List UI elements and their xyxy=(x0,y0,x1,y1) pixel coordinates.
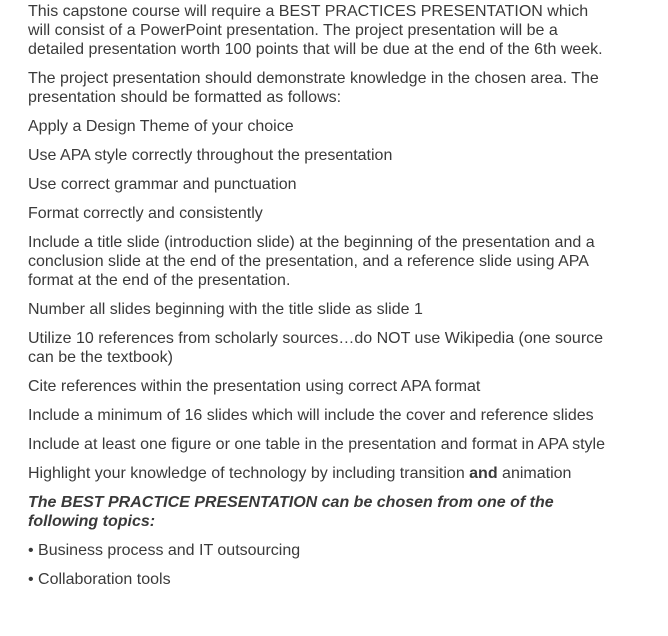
topics-heading: The BEST PRACTICE PRESENTATION can be chosen from one of the following topics: xyxy=(28,494,554,530)
requirement-format: Format correctly and consistently xyxy=(28,205,263,222)
requirement-citations: Cite references within the presentation using correct APA format xyxy=(28,378,481,395)
technology-text-bold: and xyxy=(469,465,498,482)
topic-item: • Business process and IT outsourcing xyxy=(28,542,301,559)
technology-text-before: Highlight your knowledge of technology by including transition xyxy=(28,465,470,482)
requirement-grammar: Use correct grammar and punctuation xyxy=(28,176,297,193)
intro-paragraph-2: The project presentation should demonstrate knowledge in the chosen area. The presentation should be formatted as follows: xyxy=(28,70,599,106)
document-body xyxy=(28,2,608,599)
intro-paragraph-1: This capstone course will require a BEST PRACTICES PRESENTATION which will consist of a PowerPoint presentation. The project presentation will be a detailed presentation worth 100 points that will be due at the end of the 6th week. xyxy=(28,3,603,58)
requirement-references: Utilize 10 references from scholarly sources…do NOT use Wikipedia (one source can be the textbook) xyxy=(28,330,604,366)
topic-item: • Collaboration tools xyxy=(28,571,171,588)
requirement-apa-style: Use APA style correctly throughout the presentation xyxy=(28,147,393,164)
requirement-slide-numbering: Number all slides beginning with the title slide as slide 1 xyxy=(28,301,423,318)
requirement-slide-count: Include a minimum of 16 slides which will include the cover and reference slides xyxy=(28,407,594,424)
requirement-design-theme: Apply a Design Theme of your choice xyxy=(28,118,294,135)
requirement-technology xyxy=(28,464,608,483)
technology-text-after: animation xyxy=(497,465,572,482)
requirement-figure-table: Include at least one figure or one table in the presentation and format in APA style xyxy=(28,436,605,453)
requirement-title-conclusion-slides: Include a title slide (introduction slide) at the beginning of the presentation and a conclusion slide at the end of the presentation, and a reference slide using APA format at the end of the presentation. xyxy=(28,234,595,289)
